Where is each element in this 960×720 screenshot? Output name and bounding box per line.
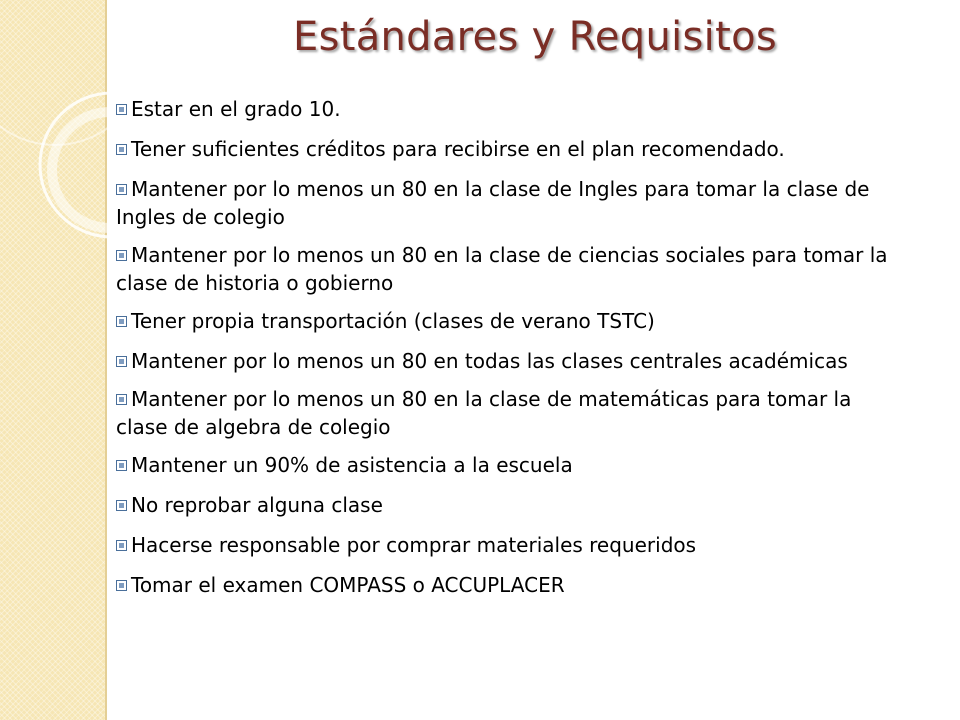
square-bullet-icon	[116, 580, 127, 591]
list-item	[116, 175, 888, 231]
square-bullet-icon	[116, 316, 127, 327]
list-item-text: No reprobar alguna clase	[131, 493, 383, 517]
list-item-text: Mantener un 90% de asistencia a la escuela	[131, 453, 573, 477]
list-item	[116, 571, 888, 599]
square-bullet-icon	[116, 104, 127, 115]
list-item-text: Estar en el grado 10.	[131, 97, 341, 121]
square-bullet-icon	[116, 144, 127, 155]
list-item	[116, 491, 888, 519]
list-item-text: Tener propia transportación (clases de verano TSTC)	[131, 309, 655, 333]
list-item-text: Tomar el examen COMPASS o ACCUPLACER	[131, 573, 565, 597]
square-bullet-icon	[116, 250, 127, 261]
list-item-text: Tener suficientes créditos para recibirse en el plan recomendado.	[131, 137, 785, 161]
list-item-text: Hacerse responsable por comprar materiales requeridos	[131, 533, 697, 557]
list-item	[116, 531, 888, 559]
list-item-text: Mantener por lo menos un 80 en la clase de ciencias sociales para tomar la clase de historia o gobierno	[116, 243, 888, 295]
square-bullet-icon	[116, 460, 127, 471]
slide-title: Estándares y Requisitos	[293, 14, 777, 60]
list-item	[116, 347, 888, 375]
square-bullet-icon	[116, 394, 127, 405]
list-item-text: Mantener por lo menos un 80 en todas las clases centrales académicas	[131, 349, 848, 373]
list-item	[116, 451, 888, 479]
list-item	[116, 95, 888, 123]
square-bullet-icon	[116, 540, 127, 551]
list-item	[116, 135, 888, 163]
square-bullet-icon	[116, 356, 127, 367]
list-item-text: Mantener por lo menos un 80 en la clase de matemáticas para tomar la clase de algebra de colegio	[116, 387, 852, 439]
list-item	[116, 385, 888, 441]
square-bullet-icon	[116, 500, 127, 511]
list-item-text: Mantener por lo menos un 80 en la clase de Ingles para tomar la clase de Ingles de colegio	[116, 177, 870, 229]
list-item	[116, 241, 888, 297]
requirements-list	[116, 95, 888, 611]
square-bullet-icon	[116, 184, 127, 195]
list-item	[116, 307, 888, 335]
